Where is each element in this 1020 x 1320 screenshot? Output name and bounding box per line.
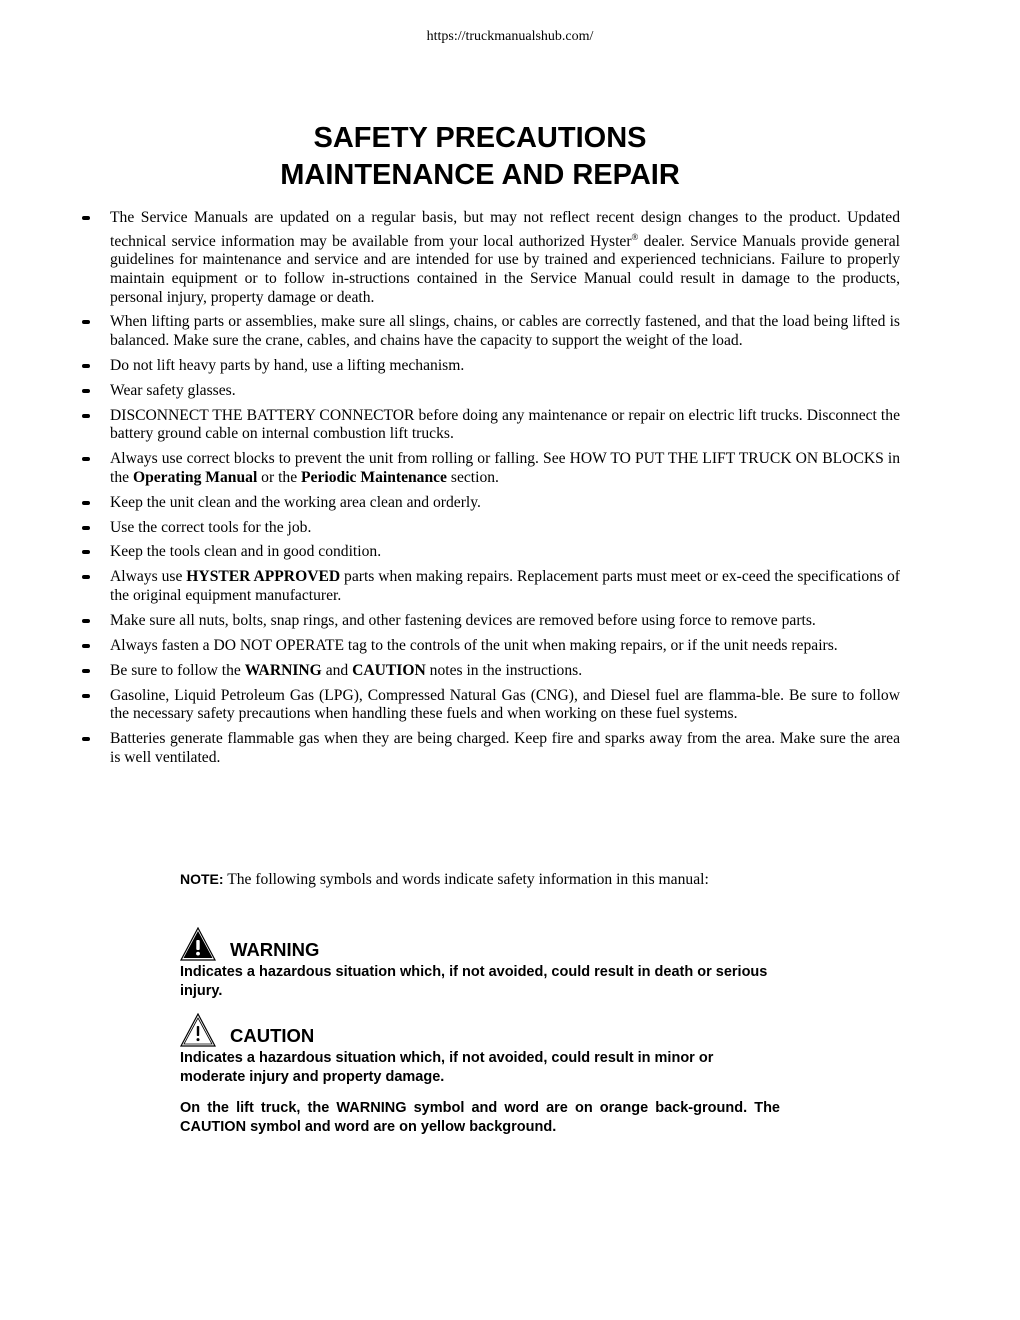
bullet-text: and [321, 661, 353, 679]
bullet-item [80, 612, 900, 631]
bullet-item [80, 382, 900, 401]
bullet-icon [82, 619, 90, 623]
bullet-item [80, 357, 900, 376]
title-line-2: MAINTENANCE AND REPAIR [280, 159, 680, 191]
bullet-icon [82, 414, 90, 418]
bullet-item [80, 662, 900, 681]
bullet-icon [82, 320, 90, 324]
bullet-text: Always fasten a DO NOT OPERATE tag to the controls of the unit when making repairs, or if the unit needs repairs. [110, 636, 838, 654]
warning-label: WARNING [230, 939, 320, 960]
bullet-text: notes in the instructions. [425, 661, 583, 679]
caution-triangle-icon [180, 1013, 216, 1047]
warning-description: Indicates a hazardous situation which, if not avoided, could result in death or serious injury. [180, 964, 768, 999]
bullet-text: DISCONNECT THE BATTERY CONNECTOR before doing any maintenance or repair on electric lift trucks. Disconnect the battery ground cable on internal combustion lift trucks. [110, 406, 900, 443]
warning-block [180, 925, 780, 1000]
bullet-icon [82, 389, 90, 393]
bullet-text: Batteries generate flammable gas when they are being charged. Keep fire and sparks away from the area. Make sure the area is well ventilated. [110, 730, 900, 766]
bullet-icon [82, 216, 90, 220]
bullet-text: Gasoline, Liquid Petroleum Gas (LPG), Compressed Natural Gas (CNG), and Diesel fuel are flamma-ble. Be sure to follow the necessary safety precautions when handling these fuels and when working on these fuel systems. [110, 686, 900, 723]
bullet-text: Be sure to follow the [110, 661, 245, 679]
bullet-emphasis: WARNING [244, 661, 322, 679]
bullet-text: Use the correct tools for the job. [110, 518, 312, 536]
bullet-item [80, 209, 900, 307]
bullet-text: Do not lift heavy parts by hand, use a lifting mechanism. [110, 356, 465, 374]
registered-mark: ® [631, 231, 639, 242]
bullet-item [80, 313, 900, 350]
bullet-text: Always use [110, 568, 187, 586]
bullet-text: The Service Manuals are updated on a regular basis, but may not reflect recent design changes to the product. Updated technical service information may be available from your local authorized Hyster [110, 209, 900, 250]
bullet-icon [82, 644, 90, 648]
bullet-text: Always use correct blocks to prevent the unit from rolling or falling. See HOW TO PUT THE LIFT TRUCK ON BLOCKS in the [110, 450, 900, 486]
bullet-emphasis: CAUTION [352, 661, 426, 679]
safety-precautions-list [80, 209, 900, 773]
bullet-icon [82, 457, 90, 461]
bullet-item [80, 687, 900, 724]
caution-block [180, 1011, 780, 1086]
bullet-text: dealer. Service Manuals provide general guidelines for maintenance and service and are intended for use by trained and experienced technicians. Failure to properly maintain equipment or to follow in-structions contained in the Service Manual could result in damage to the products, personal injury, property damage or death. [110, 232, 900, 306]
bullet-emphasis: Operating Manual [132, 468, 258, 486]
warning-triangle-icon [180, 927, 216, 961]
bullet-emphasis: HYSTER APPROVED [186, 568, 341, 586]
bullet-icon [82, 364, 90, 368]
bullet-icon [82, 694, 90, 698]
background-color-note: On the lift truck, the WARNING symbol and word are on orange back-ground. The CAUTION symbol and word are on yellow background. [180, 1100, 780, 1135]
bullet-text: Make sure all nuts, bolts, snap rings, and other fastening devices are removed before using force to remove parts. [110, 611, 816, 629]
bullet-text: or the [257, 468, 302, 486]
bullet-item [80, 637, 900, 656]
bullet-icon [82, 669, 90, 673]
bullet-text: section. [446, 468, 499, 486]
bullet-text: parts when making repairs. Replacement parts must meet or ex-ceed the specifications of the original equipment manufacturer. [110, 568, 900, 604]
bullet-item [80, 730, 900, 767]
caution-description: Indicates a hazardous situation which, if not avoided, could result in minor or moderate injury and property damage. [180, 1050, 714, 1085]
caution-label: CAUTION [230, 1025, 315, 1046]
bullet-item [80, 494, 900, 513]
bullet-emphasis: Periodic Maintenance [301, 468, 447, 486]
bullet-icon [82, 737, 90, 741]
note-text: The following symbols and words indicate safety information in this manual: [227, 871, 709, 888]
bullet-text: Keep the unit clean and the working area clean and orderly. [110, 493, 481, 511]
bullet-icon [82, 526, 90, 530]
bullet-item [80, 543, 900, 562]
bullet-item [80, 450, 900, 487]
source-url[interactable]: https://truckmanualshub.com/ [426, 29, 594, 44]
bullet-text: When lifting parts or assemblies, make sure all slings, chains, or cables are correctly fastened, and that the load being lifted is balanced. Make sure the crane, cables, and chains have the capacity to support the weight of the load. [110, 313, 900, 350]
bullet-text: Keep the tools clean and in good condition. [110, 543, 382, 561]
note-paragraph [180, 870, 780, 890]
bullet-text: Wear safety glasses. [110, 381, 236, 399]
bullet-item [80, 519, 900, 538]
note-label: NOTE: [180, 871, 224, 887]
bullet-item [80, 568, 900, 605]
title-line-1: SAFETY PRECAUTIONS [313, 122, 647, 154]
bullet-icon [82, 575, 90, 579]
bullet-item [80, 407, 900, 444]
bullet-icon [82, 550, 90, 554]
page-title [0, 120, 960, 194]
bullet-icon [82, 501, 90, 505]
